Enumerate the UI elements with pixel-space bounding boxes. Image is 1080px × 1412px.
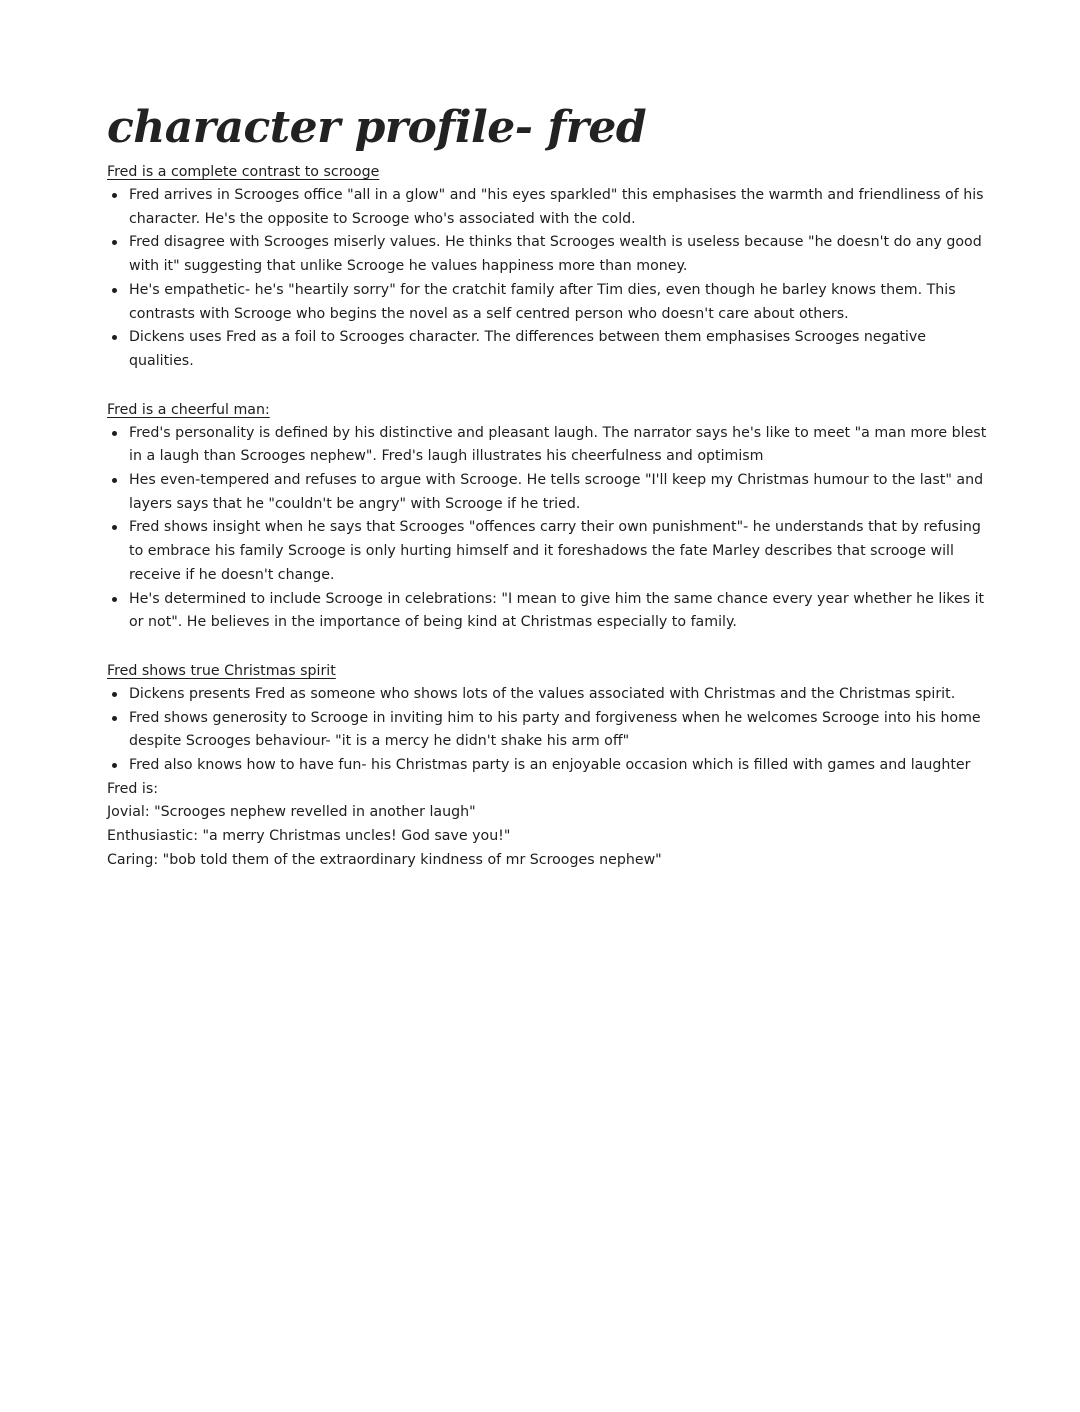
trait-line: Enthusiastic: "a merry Christmas uncles! God save you!" [107,828,511,845]
bullet-icon [112,193,117,198]
section-cheerful [107,398,987,635]
section-heading: Fred is a complete contrast to scrooge [107,164,380,180]
section-contrast [107,160,987,374]
section-heading: Fred shows true Christmas spirit [107,662,336,679]
page-title: character profile- fred [107,102,647,153]
bullet-list [107,422,987,635]
list-item-text: Dickens uses Fred as a foil to Scrooges character. The differences between them emphasises Scrooges negative qualities. [129,329,926,369]
bullet-icon [112,288,117,293]
trait-line: Caring: "bob told them of the extraordinary kindness of mr Scrooges nephew" [107,851,662,868]
bullet-icon [112,335,117,340]
list-item [107,754,987,778]
list-item-text: Hes even-tempered and refuses to argue with Scrooge. He tells scrooge "I'll keep my Christmas humour to the last" and layers says that he "couldn't be angry" with Scrooge if he tried. [129,472,984,512]
bullet-icon [112,716,117,721]
list-item [107,707,987,754]
list-item [107,588,987,635]
trait-intro: Fred is: [107,780,159,797]
list-item [107,326,987,373]
list-item [107,422,987,469]
bullet-icon [112,763,117,768]
list-item [107,279,987,326]
list-item-text: Fred shows insight when he says that Scrooges "offences carry their own punishment"- he understands that by refusing to embrace his family Scrooge is only hurting himself and it foreshadows the fate Marley describes that scrooge will receive if he doesn't change. [129,519,981,583]
bullet-icon [112,525,117,530]
bullet-icon [112,478,117,483]
list-item-text: Fred arrives in Scrooges office "all in a glow" and "his eyes sparkled" this emphasises the warmth and friendliness of his character. He's the opposite to Scrooge who's associated with the cold. [129,187,984,227]
list-item-text: Fred also knows how to have fun- his Christmas party is an enjoyable occasion which is filled with games and laughter [129,757,971,774]
list-item-text: Dickens presents Fred as someone who shows lots of the values associated with Christmas and the Christmas spirit. [129,685,956,702]
trait-line: Jovial: "Scrooges nephew revelled in another laugh" [107,804,476,821]
list-item [107,469,987,516]
section-christmas-spirit [107,659,987,873]
list-item-text: Fred's personality is defined by his distinctive and pleasant laugh. The narrator says he's like to meet "a man more blest in a laugh than Scrooges nephew". Fred's laugh illustrates his cheerfulness and optimism [129,424,987,465]
bullet-icon [112,692,117,697]
list-item-text: Fred disagree with Scrooges miserly values. He thinks that Scrooges wealth is useless because "he doesn't do any good with it" suggesting that unlike Scrooge he values happiness more than money. [129,234,982,275]
bullet-icon [112,240,117,245]
list-item [107,516,987,587]
list-item-text: He's determined to include Scrooge in celebrations: "I mean to give him the same chance every year whether he likes it or not". He believes in the importance of being kind at Christmas especially to family. [129,590,985,631]
list-item [107,683,987,707]
section-heading: Fred is a cheerful man: [107,401,270,418]
bullet-icon [112,597,117,602]
list-item [107,184,987,231]
bullet-list [107,184,987,374]
list-item-text: Fred shows generosity to Scrooge in inviting him to his party and forgiveness when he welcomes Scrooge into his home despite Scrooges behaviour- "it is a mercy he didn't shake his arm off" [129,709,981,750]
list-item-text: He's empathetic- he's "heartily sorry" for the cratchit family after Tim dies, even though he barley knows them. This contrasts with Scrooge who begins the novel as a self centred person who doesn't care about others. [129,281,956,322]
list-item [107,231,987,278]
document-page [107,100,987,873]
bullet-icon [112,431,117,436]
bullet-list [107,683,987,778]
